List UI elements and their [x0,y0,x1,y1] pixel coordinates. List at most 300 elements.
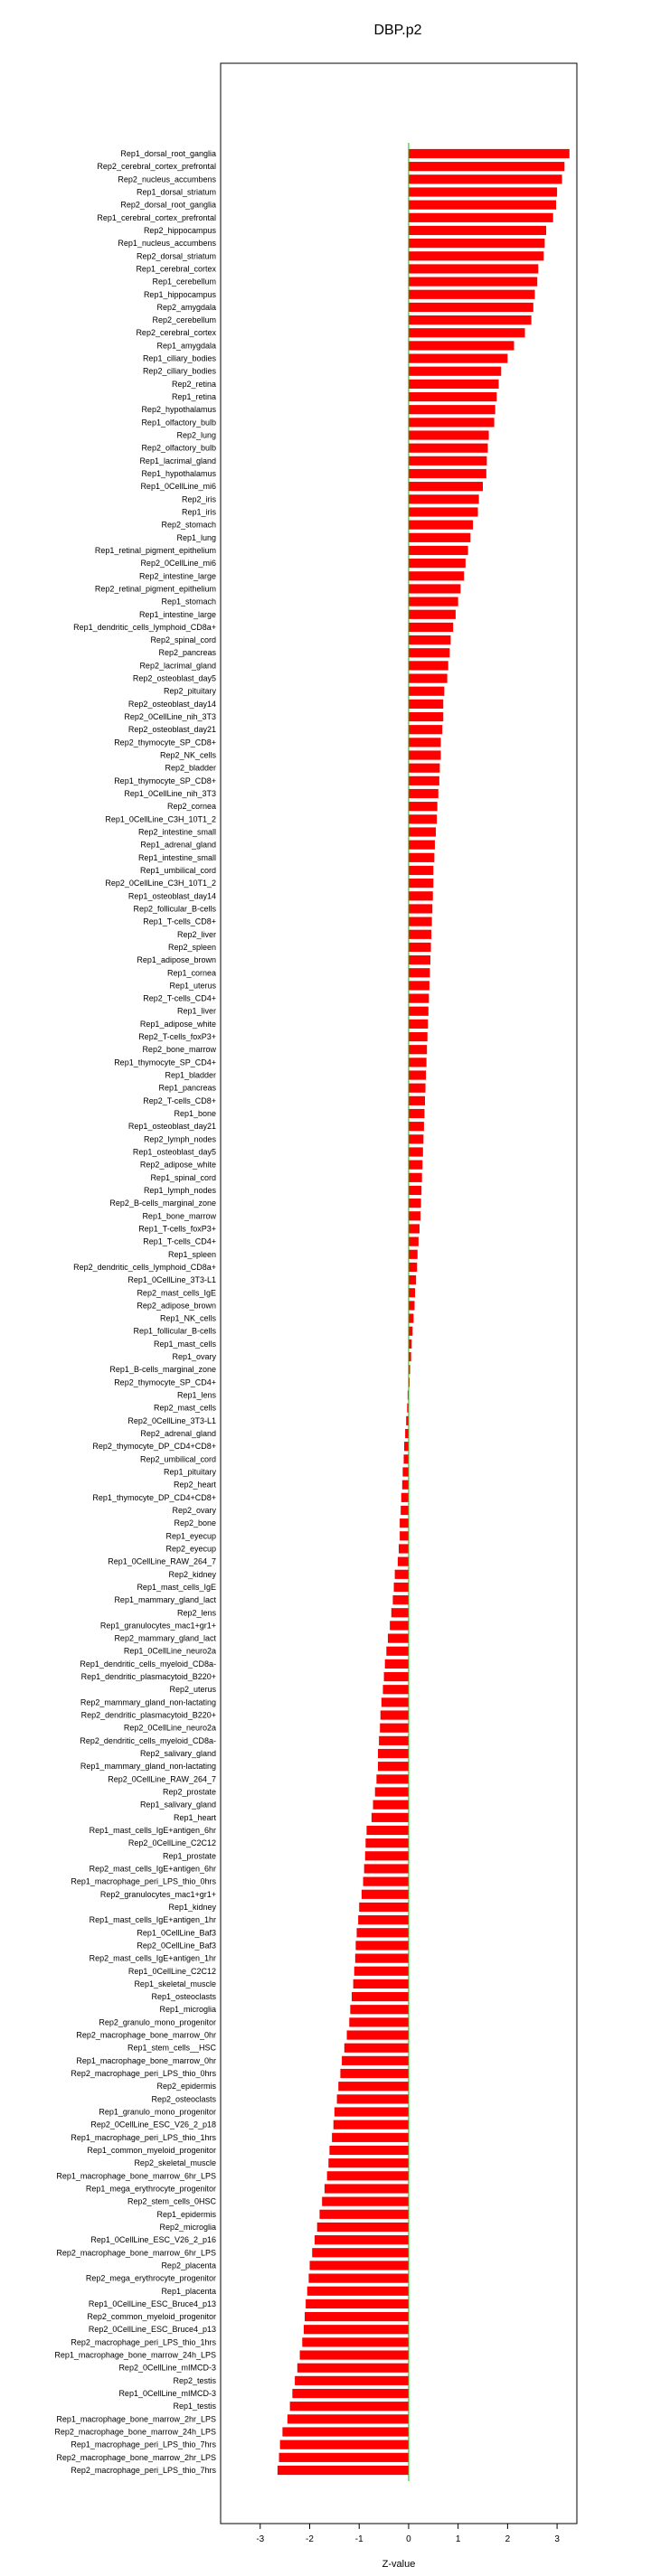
category-label: Rep2_heart [173,1480,216,1490]
bar [409,764,439,773]
category-label: Rep1_lens [176,1390,216,1400]
category-label: Rep2_dorsal_striatum [136,251,216,261]
bar [312,2248,409,2257]
category-label: Rep2_uterus [169,1685,216,1695]
bar [390,1621,409,1630]
category-label: Rep1_mast_cells_IgE+antigen_1hr [89,1915,216,1925]
bar [279,2453,409,2462]
bar [409,866,433,875]
bar [409,290,535,299]
category-label: Rep2_follicular_B-cells [133,904,216,914]
bar [401,1506,409,1515]
category-label: Rep1_nucleus_accumbens [118,239,216,249]
category-label: Rep1_0CellLine_ESC_V26_2_p16 [90,2235,216,2245]
bar [409,943,431,952]
bar [400,1518,409,1528]
category-label: Rep2_lung [176,430,216,440]
bar [409,341,514,350]
category-label: Rep2_thymocyte_DP_CD4+CD8+ [92,1442,216,1452]
category-label: Rep2_pancreas [158,648,216,658]
bar [409,610,456,619]
category-label: Rep1_liver [176,1006,216,1016]
bar [392,1608,409,1617]
category-label: Rep2_0CellLine_neuro2a [123,1723,216,1733]
category-label: Rep2_0CellLine_mi6 [140,559,216,569]
bar [409,264,538,273]
category-label: Rep1_macrophage_peri_LPS_thio_1hrs [71,2132,216,2142]
category-label: Rep1_pancreas [158,1083,216,1093]
bar [307,2287,409,2296]
category-label: Rep2_osteoblast_day5 [132,673,216,683]
bar [382,1697,409,1706]
category-label: Rep1_heart [173,1812,216,1822]
category-label: Rep1_T-cells_CD4+ [143,1236,216,1246]
x-axis [256,2524,560,2544]
category-label: Rep2_0CellLine_Baf3 [137,1941,216,1951]
bar [409,841,435,850]
category-label: Rep2_0CellLine_C3H_10T1_2 [105,879,216,888]
category-label: Rep1_0CellLine_ESC_Bruce4_p13 [88,2299,216,2308]
bar [349,2017,409,2026]
category-label: Rep1_eyecup [165,1531,216,1541]
category-label: Rep2_intestine_large [138,571,216,581]
category-label: Rep2_macrophage_peri_LPS_thio_1hrs [71,2337,216,2347]
category-label: Rep2_0CellLine_ESC_Bruce4_p13 [88,2325,216,2335]
bar [409,239,544,248]
bar [409,1109,425,1118]
bar [310,2261,409,2270]
bar [402,1467,409,1476]
bar [409,1211,420,1220]
category-label: Rep2_0CellLine_mIMCD-3 [118,2363,216,2373]
category-label: Rep1_adipose_white [139,1019,216,1029]
bar [409,1237,419,1246]
bar [363,1877,409,1886]
bar [409,367,501,376]
category-label: Rep2_0CellLine_C2C12 [127,1838,216,1848]
bar [401,1493,409,1502]
bar [409,353,507,362]
bar [404,1442,409,1451]
category-label: Rep1_macrophage_bone_marrow_6hr_LPS [56,2171,216,2181]
category-label: Rep2_mast_cells_IgE+antigen_1hr [89,1953,216,1963]
category-label: Rep1_0CellLine_RAW_264_7 [108,1556,216,1566]
category-label: Rep2_microglia [159,2222,216,2232]
category-label: Rep1_osteoblast_day21 [127,1122,216,1132]
bar [278,2466,409,2475]
bar [409,802,438,811]
x-tick-label: 0 [406,2534,411,2544]
category-label: Rep2_stomach [161,520,216,530]
bar [334,2120,409,2129]
category-label: Rep1_thymocyte_DP_CD4+CD8+ [92,1492,216,1502]
bar [409,277,537,287]
category-label: Rep2_macrophage_bone_marrow_0hr [76,2030,216,2040]
x-tick-label: -3 [256,2534,265,2544]
category-label: Rep2_lymph_nodes [143,1134,216,1144]
bar [409,1327,412,1336]
bar [332,2133,409,2142]
category-label: Rep2_bone [174,1518,216,1528]
bar [409,162,564,171]
bar [409,251,543,260]
x-axis-label: Z-value [382,2559,416,2570]
bar [409,174,562,183]
bar [317,2223,409,2232]
bar [409,712,443,721]
category-label: Rep1_intestine_large [138,609,216,619]
category-label: Rep1_retinal_pigment_epithelium [94,545,216,555]
category-label: Rep1_bladder [165,1070,216,1080]
category-label: Rep2_macrophage_peri_LPS_thio_7hrs [71,2466,216,2475]
bar [405,1429,409,1438]
x-tick-label: -2 [306,2534,314,2544]
category-label: Rep2_olfactory_bulb [141,443,216,453]
bar [409,533,470,542]
bar [409,673,448,682]
category-label: Rep2_nucleus_accumbens [118,174,216,184]
bar [380,1724,409,1733]
bar [308,2273,409,2282]
bar [409,738,441,747]
category-label: Rep1_hippocampus [143,289,216,299]
category-label: Rep2_macrophage_bone_marrow_6hr_LPS [56,2248,216,2258]
bars-group [278,149,570,2475]
category-label: Rep2_mast_cells [153,1403,216,1413]
bar [409,1301,415,1310]
bar [364,1864,409,1873]
category-label: Rep1_umbilical_cord [139,865,216,875]
category-label: Rep2_T-cells_CD4+ [143,993,216,1003]
category-label: Rep2_skeletal_muscle [134,2158,216,2168]
bar [409,879,433,888]
bar [409,380,499,389]
category-label: Rep1_mammary_gland_lact [114,1595,216,1605]
bar [325,2184,409,2193]
category-label: Rep2_granulo_mono_progenitor [99,2017,216,2027]
category-label: Rep2_mast_cells_IgE+antigen_6hr [89,1864,216,1874]
bar [409,1058,427,1067]
bar [409,623,453,632]
bar [409,584,460,593]
category-label: Rep1_olfactory_bulb [141,418,216,428]
bar [300,2350,409,2359]
bar [392,1595,409,1604]
category-label: Rep1_0CellLine_C2C12 [127,1966,216,1976]
bar [409,521,473,530]
category-label: Rep2_osteoblast_day21 [127,725,216,735]
bar [409,226,546,235]
category-label: Rep1_dendritic_cells_lymphoid_CD8a+ [73,622,216,632]
category-label: Rep2_0CellLine_RAW_264_7 [108,1774,216,1784]
category-label: Rep2_cerebral_cortex_prefrontal [97,162,216,172]
category-label: Rep1_mammary_gland_non-lactating [80,1762,216,1772]
bar [409,930,431,939]
category-label: Rep2_adipose_brown [137,1301,216,1311]
category-label: Rep1_salivary_gland [139,1800,216,1810]
category-label: Rep1_skeletal_muscle [134,1979,216,1988]
category-label: Rep1_spinal_cord [150,1172,216,1182]
bar [375,1787,409,1796]
bar [290,2402,409,2411]
bar [409,814,437,823]
bar [297,2364,409,2373]
category-label: Rep2_cerebral_cortex [136,328,216,338]
bar [409,201,556,210]
category-label: Rep2_adrenal_gland [140,1429,216,1439]
bar [409,187,557,196]
category-label: Rep1_0CellLine_mi6 [140,482,216,492]
category-label: Rep1_adrenal_gland [140,840,216,850]
category-label: Rep1_mast_cells_IgE+antigen_6hr [89,1825,216,1835]
bar [280,2440,409,2449]
bar [409,635,451,644]
bar [409,303,533,312]
bar [409,750,441,759]
category-label: Rep2_stem_cells_0HSC [127,2196,216,2206]
bar [409,981,429,990]
category-label: Rep1_granulocytes_mac1+gr1+ [99,1621,216,1631]
category-labels [54,149,216,2475]
category-label: Rep1_epidermis [156,2209,216,2219]
category-label: Rep1_osteoclasts [151,1992,216,2002]
bar [409,1186,421,1195]
category-label: Rep2_eyecup [165,1544,216,1554]
bar [350,2005,409,2014]
bar [409,546,468,555]
category-label: Rep2_pituitary [163,686,216,696]
bar [282,2427,409,2436]
category-label: Rep1_placenta [161,2286,216,2296]
bar [409,776,439,785]
bar [315,2235,409,2244]
bar [322,2197,409,2206]
category-label: Rep1_granulo_mono_progenitor [99,2107,216,2117]
category-label: Rep1_cerebellum [152,277,216,287]
bar [409,1020,428,1029]
category-label: Rep1_hypothalamus [141,469,216,479]
category-label: Rep2_placenta [161,2261,216,2270]
category-label: Rep2_prostate [162,1787,216,1797]
bar [365,1838,409,1847]
bar [306,2299,409,2308]
bar [373,1800,409,1810]
bar [378,1762,409,1771]
category-label: Rep2_0CellLine_nih_3T3 [124,712,216,722]
bar [386,1647,409,1656]
category-label: Rep1_macrophage_peri_LPS_thio_7hrs [71,2440,216,2449]
category-label: Rep1_macrophage_peri_LPS_thio_0hrs [71,1876,216,1886]
category-label: Rep2_hypothalamus [141,405,216,415]
category-label: Rep2_B-cells_marginal_zone [109,1199,216,1208]
category-label: Rep1_ovary [172,1352,216,1362]
category-label: Rep1_osteoblast_day14 [127,891,216,901]
bar [409,328,525,337]
bar [409,507,478,516]
category-label: Rep2_hippocampus [143,225,216,235]
bar [354,1979,409,1988]
category-label: Rep1_0CellLine_mIMCD-3 [118,2389,216,2399]
bar [409,1250,418,1259]
category-label: Rep2_mega_erythrocyte_progenitor [85,2273,216,2283]
bar [402,1481,409,1490]
bar [409,1007,429,1016]
bar [409,559,466,568]
category-label: Rep1_prostate [162,1851,216,1861]
category-label: Rep2_0CellLine_ESC_V26_2_p18 [90,2120,216,2129]
bar [409,469,486,478]
bar [344,2044,409,2053]
bar [409,444,488,453]
category-label: Rep2_0CellLine_3T3-L1 [127,1415,216,1425]
bar [409,430,489,439]
category-label: Rep1_B-cells_marginal_zone [109,1365,216,1375]
category-label: Rep1_mast_cells_IgE [137,1582,216,1592]
category-label: Rep2_dendritic_cells_lymphoid_CD8a+ [73,1262,216,1272]
category-label: Rep2_iris [181,494,216,504]
category-label: Rep2_mammary_gland_non-lactating [80,1697,216,1707]
bar [409,1199,421,1208]
bar [409,1288,415,1297]
x-tick-label: 2 [505,2534,511,2544]
category-label: Rep2_granulocytes_mac1+gr1+ [99,1889,216,1899]
category-label: Rep1_NK_cells [159,1313,216,1323]
bar [409,789,439,798]
category-label: Rep1_macrophage_bone_marrow_0hr [76,2055,216,2065]
bar [365,1851,409,1860]
category-label: Rep1_macrophage_bone_marrow_2hr_LPS [56,2414,216,2424]
bar [409,648,449,657]
category-label: Rep1_kidney [168,1902,216,1912]
bar [409,392,496,401]
bar [288,2414,409,2423]
category-label: Rep2_amygdala [156,302,216,312]
bar [354,1967,409,1976]
bar [302,2337,409,2346]
bar [409,1275,416,1284]
category-label: Rep2_retina [171,379,216,389]
bar [338,2082,409,2091]
bar [385,1659,409,1669]
bar [340,2069,409,2078]
category-label: Rep1_thymocyte_SP_CD4+ [114,1058,216,1067]
category-label: Rep1_follicular_B-cells [133,1326,216,1336]
category-label: Rep2_osteoclasts [151,2094,216,2104]
bar [409,571,464,580]
bar [409,405,495,414]
category-label: Rep1_amygdala [156,341,216,351]
category-label: Rep2_intestine_small [137,827,216,837]
bar [355,1953,409,1962]
bar [295,2376,409,2385]
category-label: Rep1_stem_cells__HSC [127,2043,216,2053]
category-label: Rep2_kidney [168,1569,216,1579]
bar [376,1774,409,1783]
category-label: Rep1_uterus [169,981,216,991]
bar [366,1826,409,1835]
category-label: Rep2_testis [173,2375,216,2385]
category-label: Rep2_retinal_pigment_epithelium [94,584,216,594]
bar [347,2030,409,2039]
category-label: Rep1_0CellLine_C3H_10T1_2 [105,814,216,824]
bar [409,315,532,324]
category-label: Rep1_cerebral_cortex [136,264,216,274]
category-label: Rep1_lymph_nodes [143,1185,216,1195]
category-label: Rep2_T-cells_foxP3+ [138,1032,216,1042]
bar [409,1045,427,1054]
category-label: Rep1_mega_erythrocyte_progenitor [85,2184,216,2194]
bar [409,482,483,491]
bar [409,456,486,465]
category-label: Rep1_ciliary_bodies [142,353,216,363]
category-label: Rep1_T-cells_CD8+ [143,917,216,926]
bar [328,2158,409,2167]
category-label: Rep1_0CellLine_neuro2a [123,1646,216,1656]
bar [355,1941,409,1950]
category-label: Rep1_common_myeloid_progenitor [87,2145,216,2155]
bar [304,2325,409,2334]
category-label: Rep1_testis [173,2402,216,2411]
bar [381,1710,409,1719]
category-label: Rep1_lung [176,532,216,542]
category-label: Rep2_dorsal_root_ganglia [120,200,216,210]
bar [358,1915,409,1924]
category-label: Rep2_bladder [165,763,216,773]
bar [372,1813,409,1822]
category-label: Rep2_ovary [172,1505,216,1515]
bar [356,1928,408,1937]
category-label: Rep1_0CellLine_Baf3 [137,1928,216,1938]
category-label: Rep1_microglia [159,2005,216,2015]
category-label: Rep2_umbilical_cord [139,1454,216,1464]
bar [409,891,433,900]
bar [379,1736,409,1745]
bar [394,1583,409,1592]
bar [409,1313,413,1322]
bar [305,2312,409,2321]
bar [329,2146,409,2155]
category-label: Rep1_dendritic_cells_myeloid_CD8a- [80,1659,216,1669]
category-label: Rep1_T-cells_foxP3+ [138,1224,216,1234]
bar [342,2056,409,2065]
bar [409,917,432,926]
bar [409,700,443,709]
bar [352,1992,409,2001]
x-tick-label: -1 [354,2534,363,2544]
category-label: Rep1_dendritic_plasmacytoid_B220+ [80,1672,216,1682]
bar [409,149,570,158]
bar [409,1032,428,1041]
category-label: Rep2_mammary_gland_lact [114,1633,216,1643]
bar [398,1557,409,1566]
bar [409,853,434,862]
category-label: Rep1_osteoblast_day5 [132,1147,216,1157]
bar [409,597,458,606]
category-label: Rep1_mast_cells [153,1339,216,1349]
category-label: Rep2_liver [176,929,216,939]
category-label: Rep2_cornea [166,802,216,812]
bar [327,2171,409,2180]
bar [409,1096,425,1105]
category-label: Rep2_thymocyte_SP_CD4+ [114,1377,216,1387]
bar [409,418,495,427]
category-label: Rep2_ciliary_bodies [142,366,216,376]
bar [388,1633,409,1642]
bar [399,1544,409,1553]
category-label: Rep2_epidermis [156,2082,216,2092]
category-label: Rep1_intestine_small [137,852,216,862]
category-label: Rep1_dorsal_striatum [136,187,216,197]
